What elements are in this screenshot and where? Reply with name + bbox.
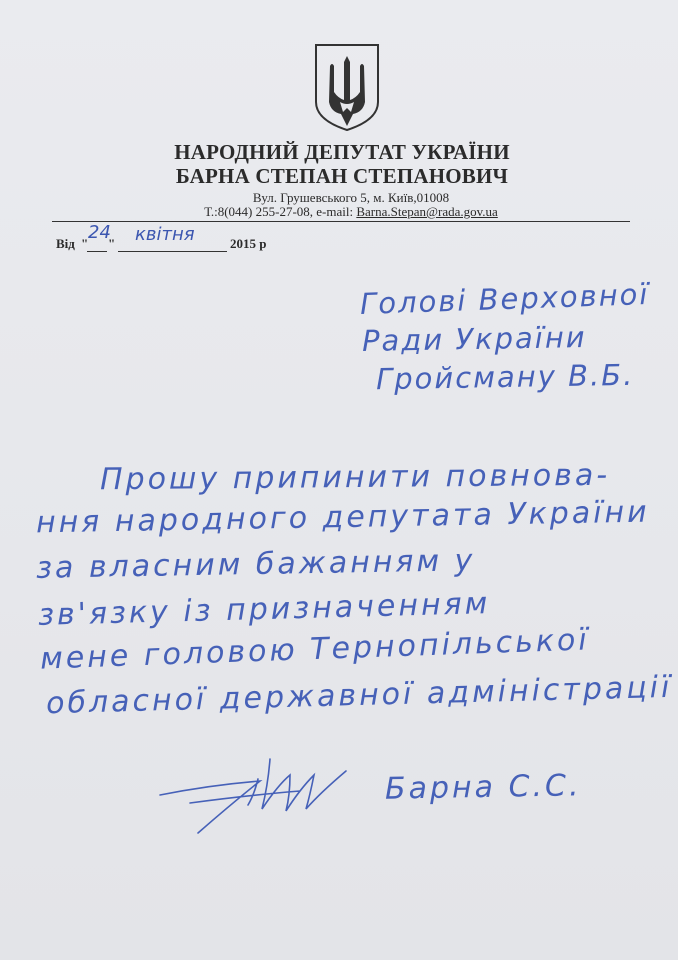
header-divider — [52, 221, 630, 222]
date-day: 24 — [88, 222, 111, 243]
body-line: ння народного депутата України — [35, 494, 650, 541]
body-line: Прошу припинити повнова- — [99, 457, 611, 498]
date-quote-open: " — [81, 236, 89, 251]
date-quote-close: " — [108, 236, 116, 251]
date-label: Від — [56, 236, 75, 251]
letterhead-phone: Т.:8(044) 255-27-08, e-mail: — [204, 204, 357, 219]
trident-emblem-icon — [313, 42, 381, 132]
addressee-line: Голові Верховної — [359, 276, 650, 322]
body-line: зв'язку із призначенням — [37, 586, 491, 633]
addressee-line: Ради України — [361, 320, 587, 358]
body-line: за власним бажанням у — [35, 543, 476, 586]
letterhead-contacts — [12, 204, 678, 220]
body-line: мене головою Тернопільської — [39, 622, 591, 677]
letterhead-address: Вул. Грушевського 5, м. Київ,01008 — [252, 190, 450, 205]
handwritten-signature — [150, 745, 360, 845]
date-year: 2015 р — [230, 236, 267, 251]
date-month: квітня — [135, 224, 195, 245]
month-underline — [118, 251, 227, 252]
body-line: обласної державної адміністрації — [45, 669, 673, 722]
signature-name: Барна С.С. — [384, 768, 582, 807]
letterhead-name: БАРНА СТЕПАН СТЕПАНОВИЧ — [175, 164, 509, 188]
addressee-line: Гройсману В.Б. — [375, 357, 635, 397]
letterhead-email: Barna.Stepan@rada.gov.ua — [356, 204, 498, 219]
day-underline — [87, 251, 107, 252]
letterhead-title: НАРОДНИЙ ДЕПУТАТ УКРАЇНИ — [174, 140, 510, 164]
